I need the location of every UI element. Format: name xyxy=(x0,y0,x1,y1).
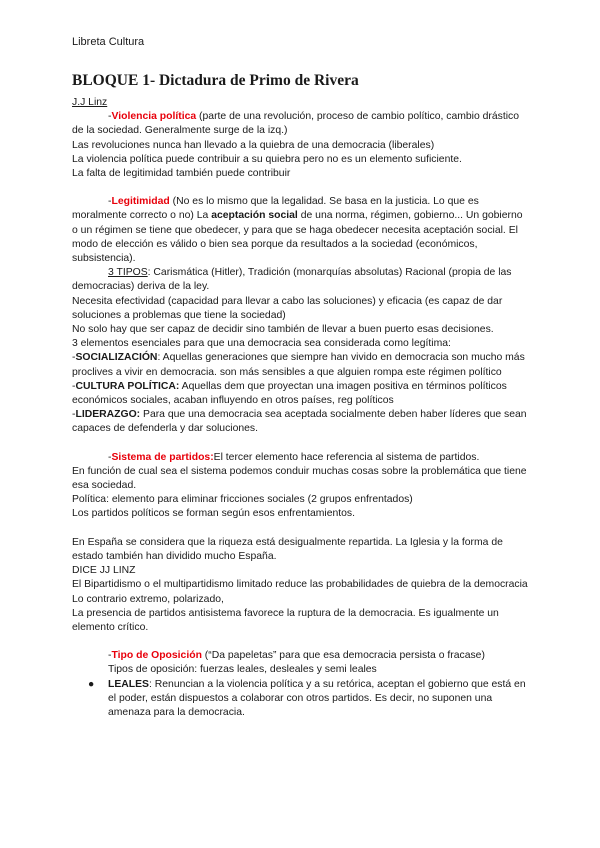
paragraph-text: Aquellas dem que proyectan una imagen positiva en términos políticos económicos sociales, acaban influyendo en otros países, reg políticos xyxy=(72,380,507,407)
section-sistema-partidos xyxy=(72,451,530,465)
paragraph-line: 3 elementos esenciales para que una democracia sea considerada como legítima: xyxy=(72,338,451,350)
term-tipo-oposicion: Tipo de Oposición xyxy=(111,650,202,662)
term-leales: LEALES xyxy=(108,678,149,690)
term-cultura-politica: CULTURA POLÍTICA: xyxy=(75,380,180,392)
term-liderazgo: LIDERAZGO: xyxy=(75,409,141,421)
paragraph-line: Las revoluciones nunca han llevado a la quiebra de una democracia (liberales) xyxy=(72,139,435,151)
term-legitimidad: Legitimidad xyxy=(111,196,170,208)
dash: - xyxy=(108,196,112,208)
paragraph-text: El tercer elemento hace referencia al sistema de partidos. xyxy=(213,451,480,463)
paragraph-text: de una norma, régimen, gobierno... Un gobierno o un régimen se tiene que obedecer, y para que se haga obedecer necesita aceptación social. El modo de elección es válido o bien sea porque da resultados a la sociedad (económicos, subsistencia). xyxy=(72,210,523,265)
list-item xyxy=(88,678,530,721)
dash: - xyxy=(72,380,76,392)
paragraph-line: En función de cual sea el sistema podemos conduir muchas cosas sobre la problemática que tiene esa sociedad. xyxy=(72,465,527,492)
paragraph-line: La falta de legitimidad también puede contribuir xyxy=(72,168,291,180)
paragraph-text: : Renuncian a la violencia política y a su retórica, aceptan el gobierno que está en el poder, están dispuestos a colaborar con otros partidos. Es decir, no suponen una amenaza para la democracia. xyxy=(108,678,526,718)
paragraph-line: Necesita efectividad (capacidad para llevar a cabo las soluciones) y eficacia (es capaz de dar soluciones a problemas que tiene la sociedad) xyxy=(72,295,503,321)
page-header: Libreta Cultura xyxy=(72,36,145,48)
document-body xyxy=(72,72,530,720)
bold-aceptacion-social: aceptación social xyxy=(211,210,298,222)
section-tipo-oposicion xyxy=(72,649,530,663)
term-socializacion: SOCIALIZACIÓN xyxy=(75,352,158,364)
paragraph-line: Los partidos políticos se forman según esos enfrentamientos. xyxy=(72,508,356,520)
element-liderazgo xyxy=(72,408,530,436)
dash: - xyxy=(72,409,76,421)
paragraph-line: La presencia de partidos antisistema favorece la ruptura de la democracia. Es igualmente un elemento crítico. xyxy=(72,607,499,633)
paragraph-line: DICE JJ LINZ xyxy=(72,565,136,577)
tipos-label: 3 TIPOS xyxy=(108,267,148,279)
dash: - xyxy=(108,650,112,662)
term-violencia-politica: Violencia política xyxy=(111,111,197,123)
paragraph-text: Para que una democracia sea aceptada socialmente deben haber líderes que sean capaces de defenderla y dar soluciones. xyxy=(72,409,527,435)
paragraph-line: No solo hay que ser capaz de decidir sino también de llevar a buen puerto esas decisiones. xyxy=(72,324,494,336)
paragraph-text: : Carismática (Hitler), Tradición (monarquías absolutas) Racional (propia de las democracias) deriva de la ley. xyxy=(72,267,512,293)
dash: - xyxy=(108,111,112,123)
page-title: BLOQUE 1- Dictadura de Primo de Rivera xyxy=(72,72,359,89)
paragraph-line: Lo contrario extremo, polarizado, xyxy=(72,593,224,605)
paragraph-text: : Aquellas generaciones que siempre han vivido en democracia son mucho más proclives a vivir en democracia. son más sensibles a que alguien rompa este régimen político xyxy=(72,352,525,378)
paragraph-line: En España se considera que la riqueza está desigualmente repartida. La Iglesia y la forma de estado también han dividido mucho España. xyxy=(72,536,503,562)
element-cultura-politica xyxy=(72,380,530,408)
bullet-list xyxy=(72,678,530,721)
element-socializacion xyxy=(72,351,530,379)
paragraph-line: La violencia política puede contribuir a su quiebra pero no es un elemento suficiente. xyxy=(72,153,462,165)
tipos-line xyxy=(72,266,530,294)
author-line: J.J Linz xyxy=(72,97,108,108)
term-sistema-partidos: Sistema de partidos: xyxy=(111,451,214,463)
paragraph-line: Política: elemento para eliminar fricciones sociales (2 grupos enfrentados) xyxy=(72,494,413,506)
bullet-icon: ● xyxy=(88,678,95,690)
dash: - xyxy=(72,352,76,364)
paragraph-line: Tipos de oposición: fuerzas leales, desleales y semi leales xyxy=(108,664,377,676)
section-violencia xyxy=(72,110,530,138)
paragraph-text: (“Da papeletas” para que esa democracia persista o fracase) xyxy=(201,650,485,662)
paragraph-text: (parte de una revolución, proceso de cambio político, cambio drástico de la sociedad. Generalmente surge de la izq.) xyxy=(72,111,520,137)
paragraph-text: (No es lo mismo que la legalidad. Se basa en la justicia. Lo que es moralmente correcto o no) La xyxy=(72,196,479,222)
paragraph-line: El Bipartidismo o el multipartidismo limitado reduce las probabilidades de quiebra de la democracia xyxy=(72,579,528,591)
section-legitimidad xyxy=(72,195,530,266)
dash: - xyxy=(108,451,112,463)
